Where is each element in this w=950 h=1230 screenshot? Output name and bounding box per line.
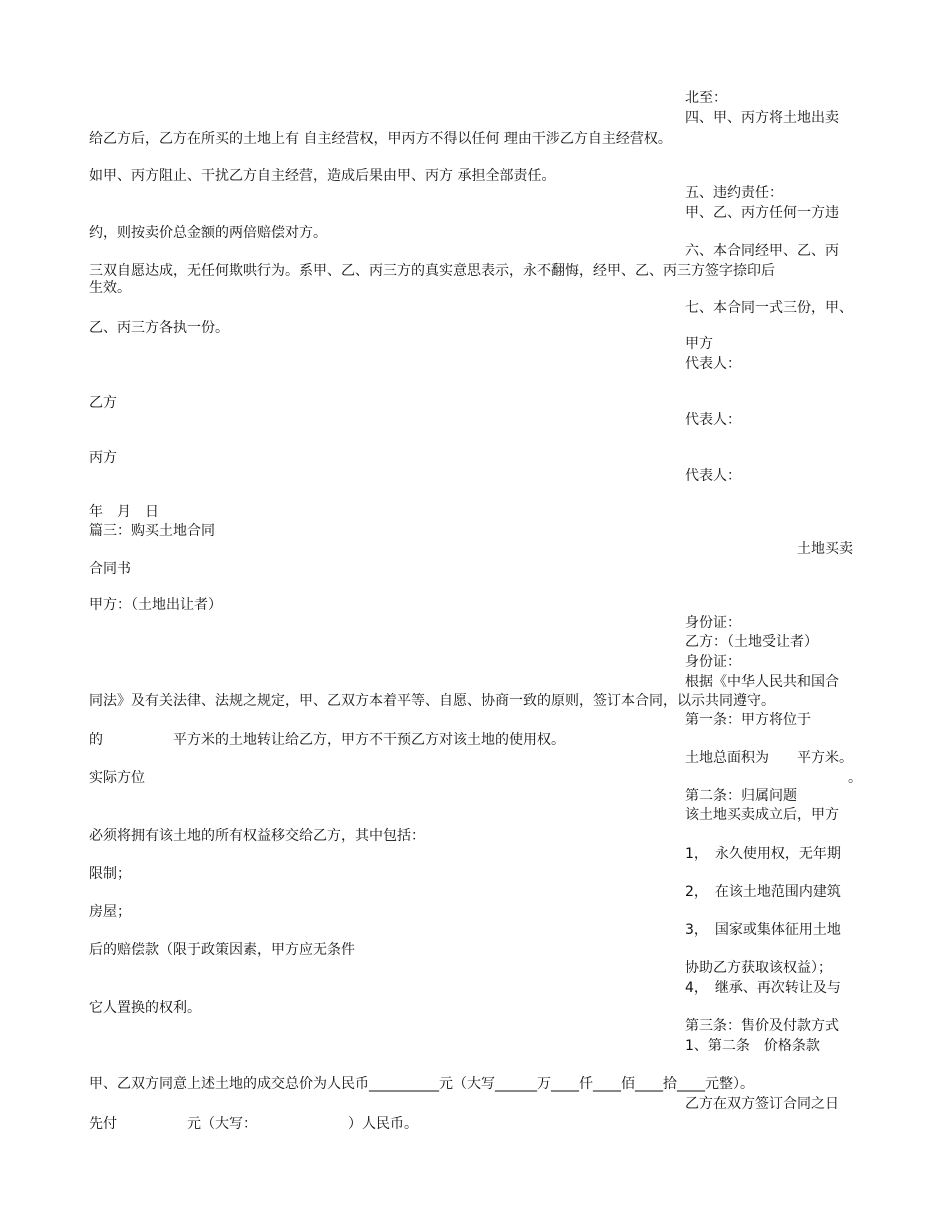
- text-line: 代表人：: [685, 412, 741, 428]
- text-line: 2， 在该土地范围内建筑: [685, 884, 841, 900]
- text-line: 甲、乙双方同意上述土地的成交总价为人民币__________元（大写______万____仟____佰____拾____元整）。: [89, 1076, 754, 1092]
- text-line: 土地总面积为 平方米。: [685, 750, 853, 766]
- text-line: 代表人：: [685, 468, 741, 484]
- text-line: 身份证：: [685, 615, 741, 631]
- text-line: 房屋；: [89, 904, 131, 920]
- text-line: 篇三：购买土地合同: [89, 523, 215, 539]
- text-line: 它人置换的权利。: [89, 1000, 201, 1016]
- text-line: 乙方在双方签订合同之日: [685, 1096, 839, 1112]
- text-line: 甲方：（土地出让者）: [89, 597, 222, 613]
- text-line: 根据《中华人民共和国合: [685, 674, 839, 690]
- text-line: 北至：: [685, 90, 727, 106]
- text-line: 代表人：: [685, 356, 741, 372]
- text-line: 五、违约责任：: [685, 185, 783, 201]
- text-line: 六、本合同经甲、乙、丙: [685, 243, 839, 259]
- text-line: 后的赔偿款（限于政策因素，甲方应无条件: [89, 942, 355, 958]
- text-line: 乙、丙三方各执一份。: [89, 320, 229, 336]
- text-line: 1、第二条 价格条款: [685, 1038, 820, 1054]
- text-line: 3， 国家或集体征用土地: [685, 922, 841, 938]
- text-line: 同法》及有关法律、法规之规定，甲、乙双方本着平等、自愿、协商一致的原则，签订本合同，以示共同遵守。: [89, 693, 775, 709]
- text-line: 丙方: [89, 450, 117, 466]
- text-line: 年 月 日: [89, 504, 159, 520]
- text-line: 四、甲、丙方将土地出卖: [685, 110, 839, 126]
- text-line: 甲、乙、丙方任何一方违: [685, 205, 839, 221]
- text-line: 约，则按卖价总金额的两倍赔偿对方。: [89, 225, 327, 241]
- text-line: 先付 元（大写： ）人民币。: [89, 1116, 418, 1132]
- text-line: 甲方: [685, 336, 713, 352]
- text-line: 身份证：: [685, 654, 741, 670]
- text-line: 4， 继承、再次转让及与: [685, 980, 841, 996]
- text-line: 给乙方后，乙方在所买的土地上有 自主经营权，甲丙方不得以任何 理由干涉乙方自主经营权。: [89, 131, 672, 147]
- text-line: 实际方位: [89, 770, 145, 786]
- text-line: 如甲、丙方阻止、干扰乙方自主经营，造成后果由甲、丙方 承担全部责任。: [89, 168, 556, 184]
- text-line: 协助乙方获取该权益）；: [685, 960, 832, 976]
- text-line: 1， 永久使用权，无年期: [685, 846, 841, 862]
- text-line: 第三条：售价及付款方式: [685, 1018, 839, 1034]
- text-line: 七、本合同一式三份，甲、: [685, 300, 853, 316]
- text-line: 合同书: [89, 561, 131, 577]
- text-line: 该土地买卖成立后，甲方: [685, 807, 839, 823]
- text-line: 土地买卖: [797, 541, 853, 557]
- text-line: 乙方：（土地受让者）: [685, 634, 818, 650]
- text-line: 第二条：归属问题: [685, 788, 797, 804]
- text-line: 三双自愿达成，无任何欺哄行为。系甲、乙、丙三方的真实意思表示，永不翻悔，经甲、乙、丙三方签字捺印后: [89, 263, 775, 279]
- text-line: 。: [848, 770, 862, 786]
- text-line: 的 平方米的土地转让给乙方，甲方不干预乙方对该土地的使用权。: [89, 732, 565, 748]
- text-line: 第一条：甲方将位于: [685, 712, 811, 728]
- text-line: 生效。: [89, 280, 131, 296]
- text-line: 必须将拥有该土地的所有权益移交给乙方，其中包括：: [89, 828, 425, 844]
- text-line: 乙方: [89, 395, 117, 411]
- text-line: 限制；: [89, 866, 131, 882]
